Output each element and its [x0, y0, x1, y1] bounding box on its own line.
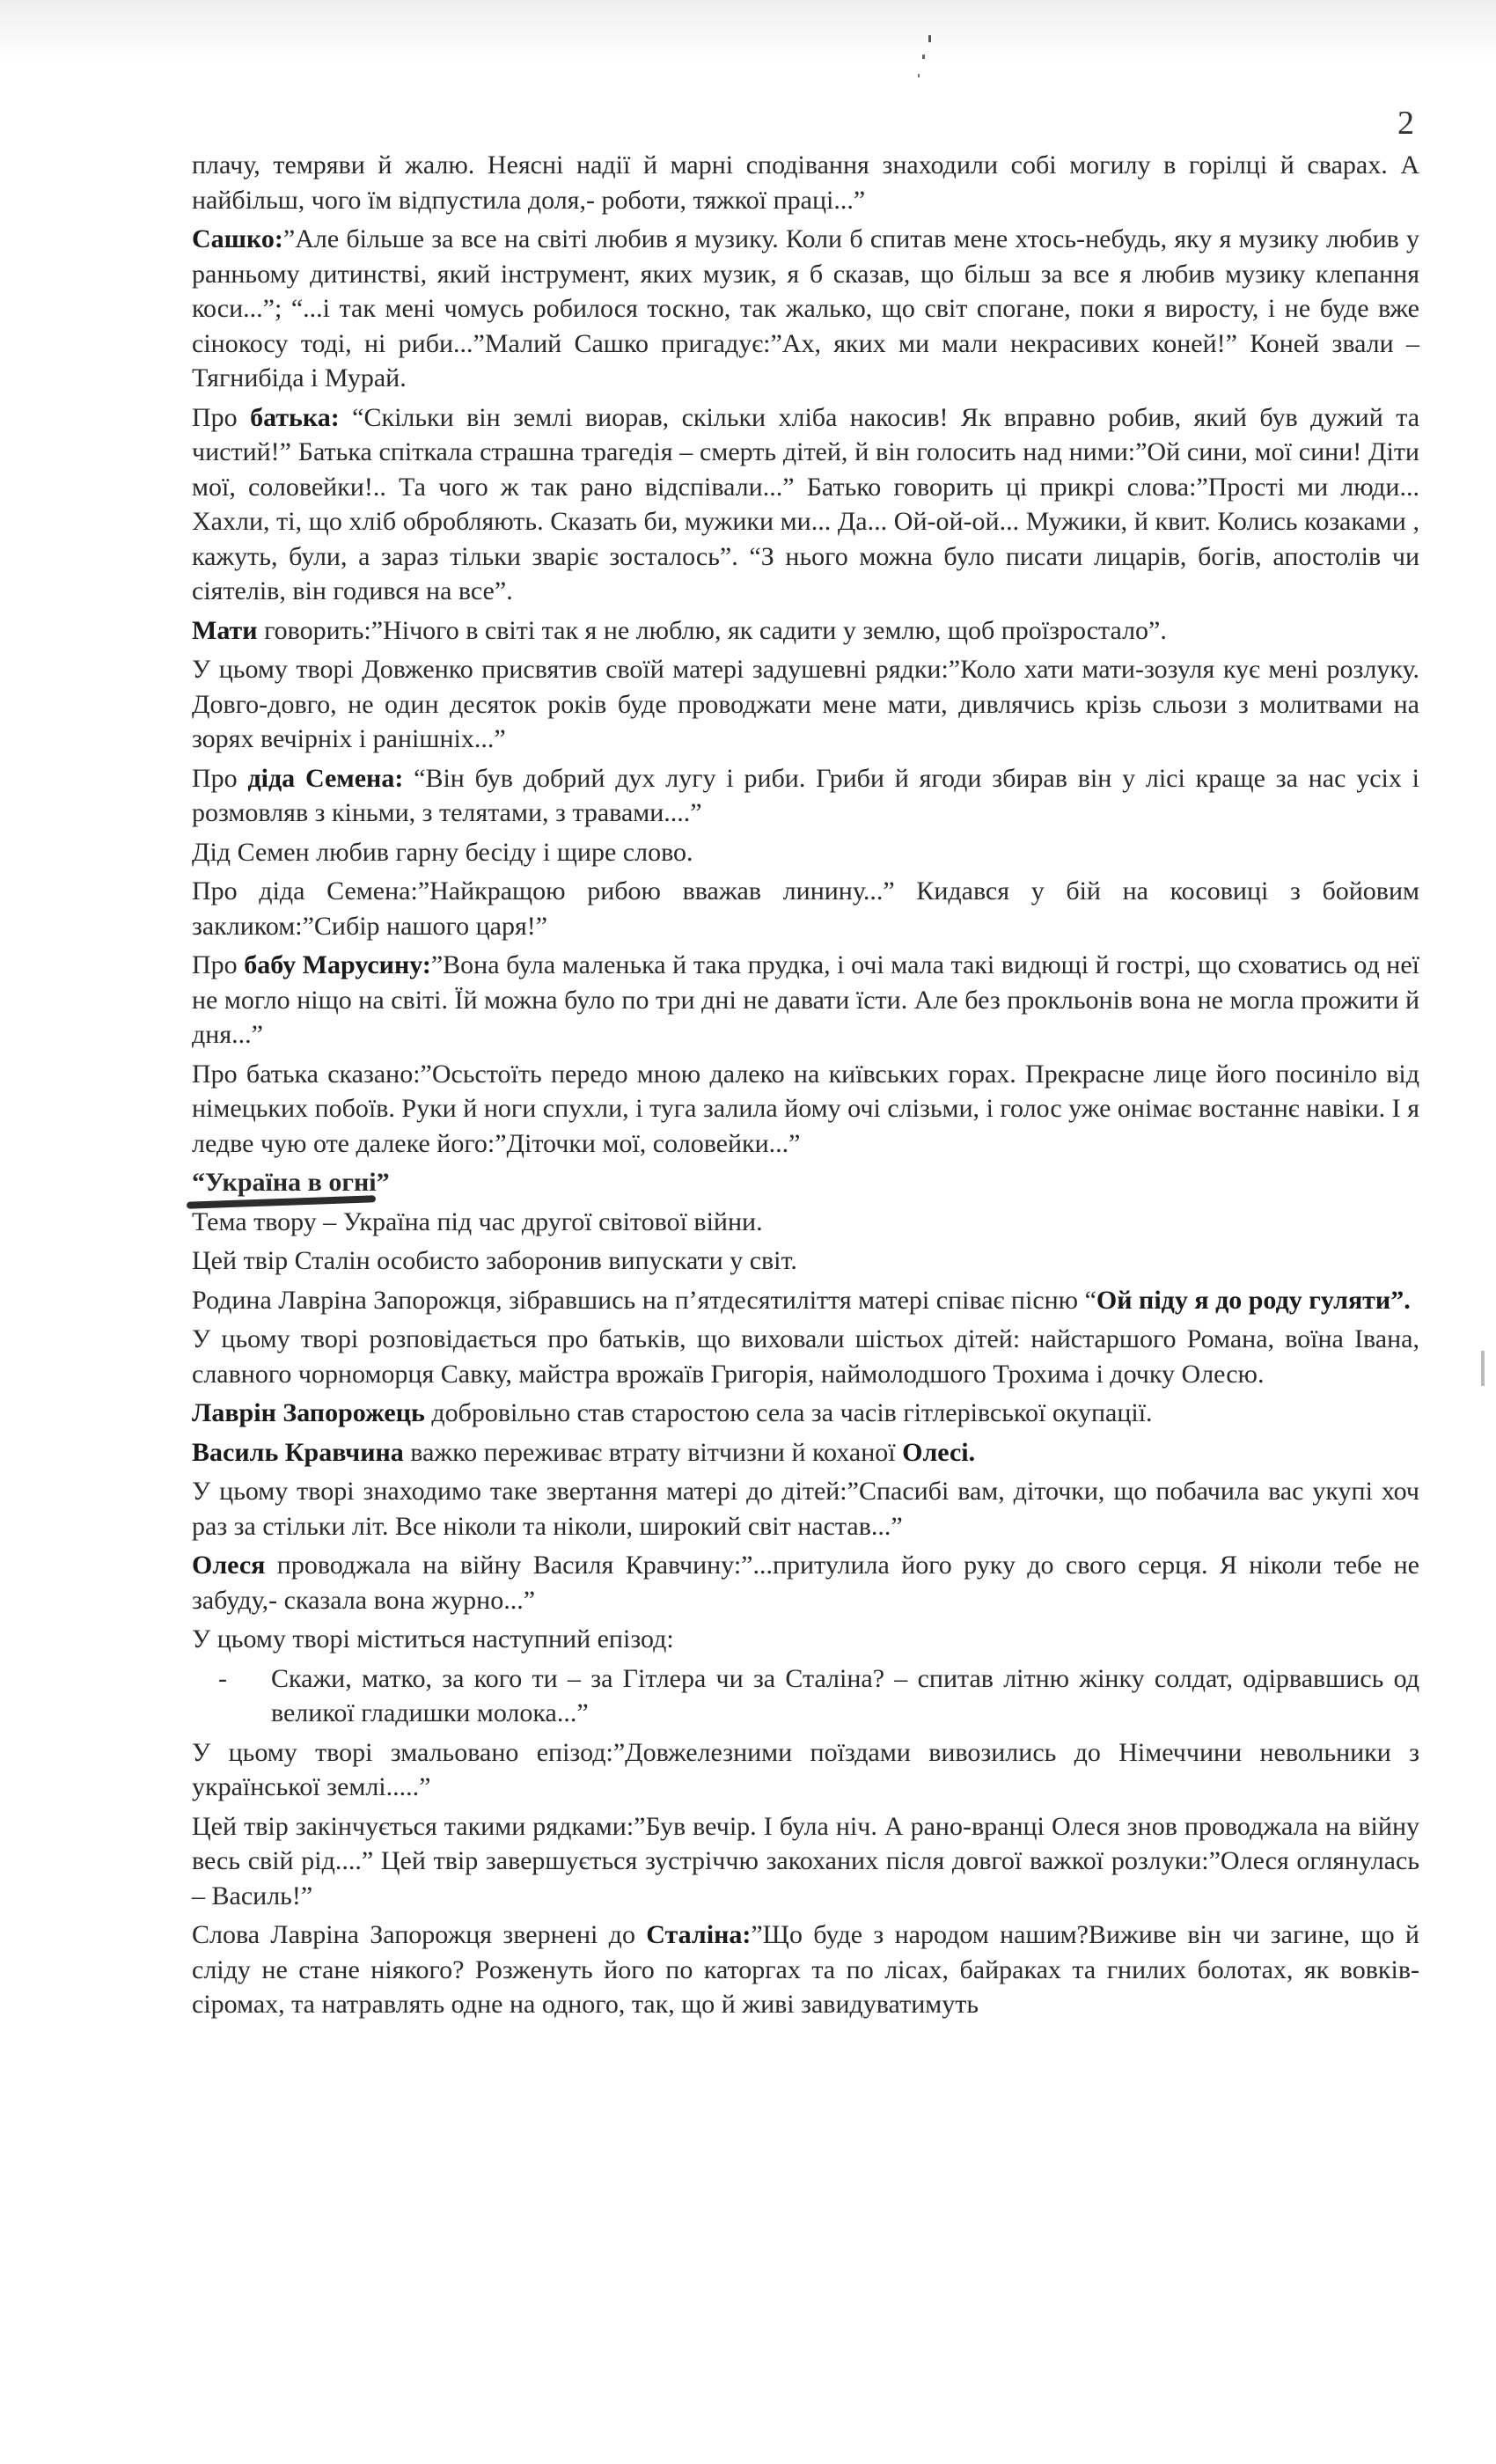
- paragraph: [192, 1918, 1419, 2022]
- paragraph-text: говорить:”Нічого в світі так я не люблю, як садити у землю, щоб проїзростало”.: [257, 615, 1167, 645]
- paragraph: [192, 222, 1419, 396]
- paragraph-text: У цьому творі знаходимо таке звертання матері до дітей:”Спасибі вам, діточки, що побачила вас укупі хоч раз за стільки літ. Все ніколи та ніколи, широкий світ настав...”: [192, 1477, 1419, 1541]
- paragraph: [192, 1283, 1419, 1318]
- paragraph: [192, 1205, 1419, 1240]
- section-title: [192, 1165, 390, 1200]
- paragraph: [192, 948, 1419, 1052]
- paragraph: [192, 400, 1419, 609]
- paragraph: [192, 1735, 1419, 1805]
- paragraph: [192, 1809, 1419, 1914]
- paragraph-label: Мати: [192, 615, 258, 645]
- scan-speck: [928, 35, 931, 42]
- paragraph-prefix: Про: [192, 763, 248, 793]
- paragraph-text: ”Що буде з народом нашим?Виживе він чи загине, що й сліду не стане ніякого? Розженуть його по каторгах та по лісах, байраках та гнилих болотах, як вовків-сіромах, та натравлять одне на одного, так, що й живі завидуватимуть: [192, 1920, 1419, 2019]
- paragraph-text: Цей твір Сталін особисто заборонив випускати у світ.: [192, 1246, 797, 1275]
- paragraph-text: ”Вона була маленька й така прудка, і очі мала такі видющі й гострі, що сховатись од неї не могло ніщо на світі. Їй можна було по три дні не давати їсти. Але без прокльонів вона не могла прожити й дня...”: [192, 950, 1420, 1049]
- scan-top-shadow: [0, 0, 1496, 62]
- scan-speck: [922, 55, 925, 59]
- scan-speck: [918, 74, 920, 77]
- paragraph: [192, 761, 1419, 831]
- paragraph-label: батька:: [250, 402, 340, 432]
- paragraph-label: Василь Кравчина: [192, 1437, 404, 1467]
- paragraph: [192, 835, 1419, 870]
- paragraph-label: Олеся: [192, 1551, 266, 1580]
- paragraph-label: діда Семена:: [247, 763, 404, 793]
- paragraph: [192, 1548, 1419, 1617]
- dialogue-item: [192, 1661, 1419, 1731]
- section-intro: [192, 148, 1419, 1161]
- page-number: 2: [1397, 105, 1414, 142]
- paragraph-text: У цьому творі Довженко присвятив своїй матері задушевні рядки:”Коло хати мати-зозуля кує мені розлуку. Довго-довго, не один десяток років буде проводжати мене мати, дивлячись крізь сльози з молитвами на зорях вечірніх і ранішніх...”: [192, 655, 1419, 753]
- section-ukraine-in-fire: [192, 1205, 1419, 1657]
- paragraph-text: проводжала на війну Василя Кравчину:”...притулила його руку до свого серця. Я ніколи тебе не забуду,- сказала вона журно...”: [192, 1551, 1419, 1615]
- paragraph: [192, 652, 1419, 757]
- paragraph-text: добровільно став старостою села за часів гітлерівської окупації.: [424, 1398, 1153, 1427]
- paragraph-label: Сталіна:: [646, 1920, 752, 1949]
- paragraph-text: ”Але більше за все на світі любив я музику. Коли б спитав мене хтось-небудь, яку я музику любив у ранньому дитинстві, який інструмент, яких музик, я б сказав, що більш за все я любив музику клепання коси...”; “...і так мені чомусь робилося тоскно, так жалько, що світ спогане, поки я виросту, і не буде вже сінокосу тоді, ні риби...”Малий Сашко пригадує:”Ах, яких ми мали некрасивих коней!” Коней звали – Тягнибіда і Мурай.: [192, 224, 1419, 392]
- paragraph-bold-tail: Олесі.: [902, 1437, 976, 1467]
- paragraph: [192, 874, 1419, 943]
- paragraph: [192, 1622, 1419, 1657]
- section-title-text: “Україна в огні”: [192, 1168, 390, 1197]
- paragraph: [192, 1243, 1419, 1279]
- paragraph-label: бабу Марусину:: [244, 950, 431, 979]
- dialogue-text: Скажи, матко, за кого ти – за Гітлера чи за Сталіна? – спитав літню жінку солдат, одірвавшись од великої гладишки молока...”: [271, 1663, 1419, 1727]
- paragraph-text: “Скільки він землі виорав, скільки хліба накосив! Як вправно робив, який був дужий та чистий!” Батька спіткала страшна трагедія – смерть дітей, й він голосить над ними:”Ой сини, мої сини! Діти мої, соловейки!.. Та чого ж так рано відспівали...” Батько говорить ці прикрі слова:”Прості ми люди... Хахли, ті, що хліб обробляють. Сказать би, мужики ми... Да... Ой-ой-ой... Мужики, й квит. Колись козаками , кажуть, були, а зараз тільки зваріє зосталось”. “З нього можна було писати лицарів, богів, апостолів чи сіятелів, він годився на все”.: [192, 402, 1420, 605]
- paragraph-text: плачу, темряви й жалю. Неясні надії й марні сподівання знаходили собі могилу в горілці й сварах. А найбільш, чого їм відпустила доля,- роботи, тяжкої праці...”: [192, 150, 1419, 215]
- paragraph-label: Лаврін Запорожець: [192, 1398, 425, 1427]
- dialogue-dash: -: [218, 1663, 227, 1693]
- paragraph: [192, 1435, 1419, 1470]
- paragraph-text: Про батька сказано:”Осьстоїть передо мною далеко на київських горах. Прекрасне лице його посиніло від німецьких побоїв. Руки й ноги спухли, і туга залила йому очі слізьми, і голос уже онімає востаннє навіки. І я ледве чую оте далеке його:”Діточки мої, соловейки...”: [192, 1059, 1419, 1158]
- paragraph: [192, 1474, 1419, 1544]
- paragraph: [192, 1057, 1419, 1162]
- paragraph: [192, 1396, 1419, 1431]
- paragraph-text: Про діда Семена:”Найкращою рибою вважав линину...” Кидався у бій на косовиці з бойовим закликом:”Сибір нашого царя!”: [192, 876, 1419, 941]
- section-closing: [192, 1735, 1419, 2022]
- paragraph: [192, 613, 1419, 649]
- paragraph-text: У цьому творі міститься наступний епізод:: [192, 1624, 674, 1654]
- paragraph-text: важко переживає втрату вітчизни й коханої: [403, 1437, 903, 1467]
- paragraph-text: Тема твору – Україна під час другої світової війни.: [192, 1206, 763, 1236]
- paragraph: [192, 148, 1419, 217]
- paragraph-prefix: Про: [192, 402, 251, 432]
- paragraph-text: “Він був добрий дух лугу і риби. Гриби й ягоди збирав він у лісі краще за нас усіх і розмовляв з кіньми, з телятами, з травами....”: [192, 763, 1419, 827]
- paragraph-text: Родина Лавріна Запорожця, зібравшись на п’ятдесятиліття матері співає пісню “: [192, 1285, 1096, 1315]
- scan-edge-mark: [1481, 1351, 1485, 1386]
- paragraph-prefix: Про: [192, 950, 245, 979]
- paragraph-bold-tail: Ой піду я до роду гуляти”.: [1096, 1285, 1411, 1315]
- paragraph-label: Сашко:: [192, 224, 283, 253]
- section-heading-paragraph: [192, 1165, 1419, 1200]
- paragraph-text: У цьому творі розповідається про батьків, що виховали шістьох дітей: найстаршого Романа, воїна Івана, славного чорноморця Савку, майстра врожаїв Григорія, наймолодшого Трохима і дочку Олесю.: [192, 1324, 1419, 1389]
- paragraph-text: Дід Семен любив гарну бесіду і щире слово.: [192, 837, 693, 867]
- paragraph-text: У цьому творі змальовано епізод:”Довжелезними поїздами вивозились до Німеччини невольники з української землі.....”: [192, 1737, 1419, 1801]
- paragraph-prefix: Слова Лавріна Запорожця звернені до: [192, 1920, 647, 1949]
- paragraph: [192, 1322, 1419, 1391]
- paragraph-text: Цей твір закінчується такими рядками:”Був вечір. І була ніч. А рано-вранці Олеся знов проводжала на війну весь свій рід....” Цей твір завершується зустріччю закоханих після довгої важкої розлуки:”Олеся оглянулась – Василь!”: [192, 1811, 1419, 1910]
- document-body: [192, 148, 1419, 2027]
